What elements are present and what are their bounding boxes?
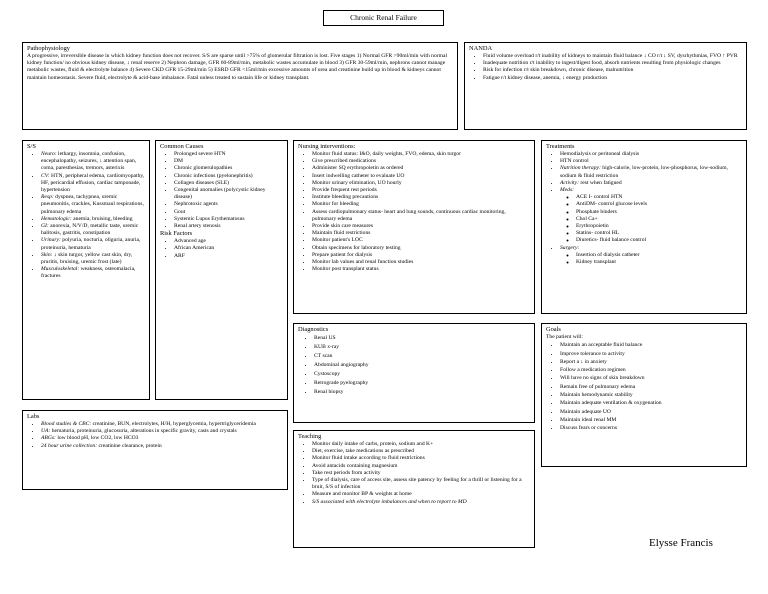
list-item: • Renal biopsy <box>314 388 530 397</box>
list-item: • Chronic infections (pyelonephritis) <box>174 173 283 180</box>
list-item: • Systemic Lupus Erythematosus <box>174 216 283 223</box>
diagnostics-list <box>298 334 530 397</box>
list-item: • Will have no signs of skin breakdown <box>560 374 742 382</box>
list-item: ◦ Erythropoietin <box>576 223 742 230</box>
causes-section <box>155 140 288 400</box>
list-item: • Give prescribed medications <box>312 158 530 165</box>
list-item: • Prepare patient for dialysis <box>312 252 530 259</box>
labs-list <box>27 421 283 450</box>
ss-text: weakness, osteomalacia, fractures <box>41 266 136 280</box>
list-item: ◦ Kidney transplant <box>576 259 742 266</box>
list-item: • Abdominal angiography <box>314 361 530 370</box>
ss-label: Urinary: <box>41 237 61 244</box>
list-item: • 24 hour urine collection: creatinine clearance, protein <box>41 443 283 450</box>
list-item: • African American <box>174 245 283 252</box>
ss-text: anorexia, N/V/D, metallic taste, uremic halitosis, gastritis, constipation <box>41 223 139 237</box>
list-item: • Monitor urinary elimination, UO hourly <box>312 180 530 187</box>
treatment-label: Nutrition therapy: <box>560 165 601 172</box>
list-item: • KUB x-ray <box>314 343 530 352</box>
list-item: ◦ Chol Ca+ <box>576 216 742 223</box>
list-item: • Assess cardiopulmonary status- heart and lung sounds, continuous cardiac monitoring, pulmonary edema <box>312 209 530 223</box>
list-item <box>41 237 145 251</box>
list-item: • Fatigue r/t kidney disease, anemia, ↓ energy production <box>483 75 742 82</box>
list-item <box>41 194 145 216</box>
treatments-section <box>541 140 747 314</box>
list-item: • Congenital anomalies (polycystic kidney disease) <box>174 187 283 201</box>
surgery-label: Surgery: <box>560 244 580 251</box>
ss-text: dyspnea, tachypnea, uremic pneumonitis, crackles, Kussmaul respirations, pulmonary edema <box>41 194 144 215</box>
list-item <box>41 252 145 266</box>
list-item: • Monitor for bleeding <box>312 201 530 208</box>
nursing-header: Nursing interventions: <box>298 143 356 150</box>
list-item: • DM <box>174 158 283 165</box>
teaching-list <box>298 441 530 506</box>
meds-list <box>560 194 742 244</box>
list-item: • Advanced age <box>174 238 283 245</box>
list-item: • Maintain hemodynamic stability <box>560 391 742 399</box>
ss-section <box>22 140 150 400</box>
teaching-section <box>293 430 535 548</box>
list-item: • Nutrition therapy: high-calorie, low-protein, low-phosphorus, low-sodium, sodium & fluid restriction <box>560 165 742 179</box>
ss-label: GI: <box>41 223 49 230</box>
list-item: • Risk for infection r/t skin breakdown, chronic disease, malnutrition <box>483 67 742 74</box>
treatment-label: Activity: <box>560 179 579 186</box>
page-title: Chronic Renal Failure <box>323 10 444 26</box>
list-item: • Administer SQ erythropoietin as ordered <box>312 165 530 172</box>
list-item: • Inadequate nutrition r/t inability to ingest/digest food, absorb nutrients resulting from physiologic changes <box>483 60 742 67</box>
list-item: • S/S associated with electrolyte imbalances and when to report to MD <box>312 499 530 506</box>
lab-label: ABGs: <box>41 435 56 442</box>
goals-section <box>541 323 747 467</box>
ss-text: lethargy, insomnia, confusion, encephalopathy, seizures, ↓ attention span, coma, paresthesias, tremors, asterixis <box>41 151 137 172</box>
list-item: • Report a ↓ in anxiety <box>560 358 742 366</box>
list-item: • Provide frequent rest periods <box>312 187 530 194</box>
list-item <box>41 266 145 280</box>
nanda-section <box>464 42 747 130</box>
list-item: ◦ Diuretics- fluid balance control <box>576 237 742 244</box>
list-item: • Discuss fears or concerns <box>560 424 742 432</box>
list-item: ◦ Phosphate binders <box>576 209 742 216</box>
list-item: • Monitor post transplant status <box>312 266 530 273</box>
patho-section <box>22 42 458 130</box>
treatments-header: Treatments <box>546 143 575 150</box>
goals-header: Goals <box>546 326 561 333</box>
list-item: • Take rest periods from activity <box>312 470 530 477</box>
causes-header: Common Causes <box>160 143 204 150</box>
list-item: ◦ Insertion of dialysis catheter <box>576 252 742 259</box>
list-item <box>560 187 742 245</box>
list-item: • Monitor lab values and renal function studies <box>312 259 530 266</box>
nursing-list <box>298 151 530 273</box>
list-item: • Maintain ideal renal MM <box>560 416 742 424</box>
list-item: ◦ Statins- control HL <box>576 230 742 237</box>
surgery-list <box>560 252 742 266</box>
list-item: • Monitor patient's LOC <box>312 237 530 244</box>
list-item: • Remain free of pulmonary edema <box>560 383 742 391</box>
ss-text: ↓ skin turgor, yellow cast skin, dry, pruritis, bruising, uremic frost (late) <box>41 251 133 266</box>
ss-label: Neuro: <box>41 151 57 157</box>
nanda-list <box>469 53 742 82</box>
list-item: • Chronic glomerulopathies <box>174 165 283 172</box>
list-item: • Prolonged severe HTN <box>174 151 283 158</box>
ss-label: CV: <box>41 172 50 179</box>
list-item: ◦ AntiDM- control glucose levels <box>576 201 742 208</box>
ss-text: polyuria, nocturia, oliguria, anuria, proteinuria, hematuria <box>41 237 141 251</box>
list-item: ◦ ACE I- control HTN <box>576 194 742 201</box>
teaching-header: Teaching <box>298 433 322 440</box>
nanda-header: NANDA <box>469 45 493 52</box>
meds-label: Meds: <box>560 187 574 194</box>
lab-label: Blood studies & CBC: <box>41 421 92 427</box>
list-item: • Maintain adequate ventilation & oxygenation <box>560 399 742 407</box>
ss-label: Musculoskeletal: <box>41 266 80 273</box>
ss-list <box>27 151 145 281</box>
list-item: • Maintain an acceptable fluid balance <box>560 341 742 349</box>
list-item <box>41 223 145 237</box>
list-item: • Blood studies & CBC: creatinine, BUN, electrolytes, H/H, hyperglycemia, hypertriglyceridemia <box>41 421 283 428</box>
list-item: • Provide skin care measures <box>312 223 530 230</box>
list-item: • Hemodialysis or peritoneal dialysis <box>560 151 742 158</box>
list-item: • Monitor daily intake of carbs, protein, sodium and K+ <box>312 441 530 448</box>
list-item: • Retrograde pyelography <box>314 379 530 388</box>
ss-text: anemia, bruising, bleeding <box>71 215 133 222</box>
list-item <box>560 245 742 267</box>
list-item: • Improve tolerance to activity <box>560 350 742 358</box>
list-item: • Insert indwelling catheter to evaluate UO <box>312 173 530 180</box>
ss-label: Hematologic: <box>41 215 72 222</box>
list-item: • Monitor fluid status: I&O, daily weights, FVO, edema, skin turgor <box>312 151 530 158</box>
list-item: • ABGs: low blood pH, low CO2, low HCO3 <box>41 435 283 442</box>
list-item: • Fluid volume overload r/t inability of kidneys to maintain fluid balance ↓ CO r/t ↓ SV, dysrhythmias, FVO ↑ PVR <box>483 53 742 60</box>
ss-text: HTN, peripheral edema, cardiomyopathy, HF, pericardial effusion, cardiac tamponade, hypertension <box>41 172 145 194</box>
labs-header: Labs <box>27 413 40 420</box>
list-item: • Institute bleeding precautions <box>312 194 530 201</box>
list-item <box>41 216 145 223</box>
list-item: • Gout <box>174 209 283 216</box>
nursing-section <box>293 140 535 314</box>
ss-label: Resp: <box>41 194 54 201</box>
list-item: • Renal artery stenosis <box>174 223 283 230</box>
list-item: • Activity: rest when fatigued <box>560 180 742 187</box>
list-item: • Measure and monitor BP & weights at home <box>312 491 530 498</box>
ss-header: S/S <box>27 143 36 150</box>
list-item: • HTN control <box>560 158 742 165</box>
diagnostics-header: Diagnostics <box>298 326 329 333</box>
list-item: • Follow a medication regimen <box>560 366 742 374</box>
patho-text: A progressive, irreversible disease in which kidney function does not recover. S/S are sparse until >75% of glomerular filtration is lost. Five stages 1) Normal GFR >90ml/min with normal kidney function/ no obvious kidney disease, ↓ renal reserve 2) Nephron damage, GFR 60-89ml/min, metabolic wastes accumulate in blood 3) GFR 30-59ml/min, nephrons cannot manage metabolic wastes, fluid & electrolyte balance 4) Severe CKD GFR 15-29ml/min 5) ESRD GFR <15ml/min excessive amounts of urea and creatinine build up in blood & kidneys cannot maintain homeostasis. Severe fluid, electrolyte & acid-base imbalance. Fatal unless treated to sustain life or kidney transplant. <box>27 53 448 81</box>
list-item: • Diet, exercise, take medications as prescribed <box>312 448 530 455</box>
goals-intro: The patient will: <box>546 334 583 340</box>
list-item: • Nephrotoxic agents <box>174 201 283 208</box>
list-item: • Monitor fluid intake according to fluid restrictions <box>312 455 530 462</box>
treatments-list <box>546 151 742 266</box>
list-item: • Cystoscopy <box>314 370 530 379</box>
list-item: • Renal US <box>314 334 530 343</box>
diagnostics-section <box>293 323 535 423</box>
labs-section <box>22 410 288 490</box>
risk-factors-list <box>160 238 283 260</box>
author-name: Elysse Francis <box>649 537 713 549</box>
lab-label: UA: <box>41 428 51 435</box>
list-item: • Type of dialysis, care of access site, assess site patency by feeling for a thrill or listening for a bruit, S/S of infection <box>312 477 530 491</box>
list-item: • Maintain fluid restrictions <box>312 230 530 237</box>
patho-header: Pathophysiology <box>27 45 70 52</box>
list-item <box>41 151 145 173</box>
list-item: • UA: hematuria, proteinuria, glucosuria, alterations in specific gravity, casts and crystals <box>41 428 283 435</box>
ss-label: Skin: <box>41 251 53 258</box>
goals-list <box>546 341 742 432</box>
list-item: • Collagen diseases (SLE) <box>174 180 283 187</box>
list-item: • Maintain adequate UO <box>560 408 742 416</box>
risk-factors-header: Risk Factors <box>160 230 193 238</box>
list-item: • CT scan <box>314 352 530 361</box>
causes-list <box>160 151 283 230</box>
list-item: • Avoid antacids containing magnesium <box>312 463 530 470</box>
lab-label: 24 hour urine collection: <box>41 442 98 449</box>
list-item: • ARF <box>174 253 283 260</box>
list-item: • Obtain specimens for laboratory testing <box>312 245 530 252</box>
list-item <box>41 173 145 195</box>
